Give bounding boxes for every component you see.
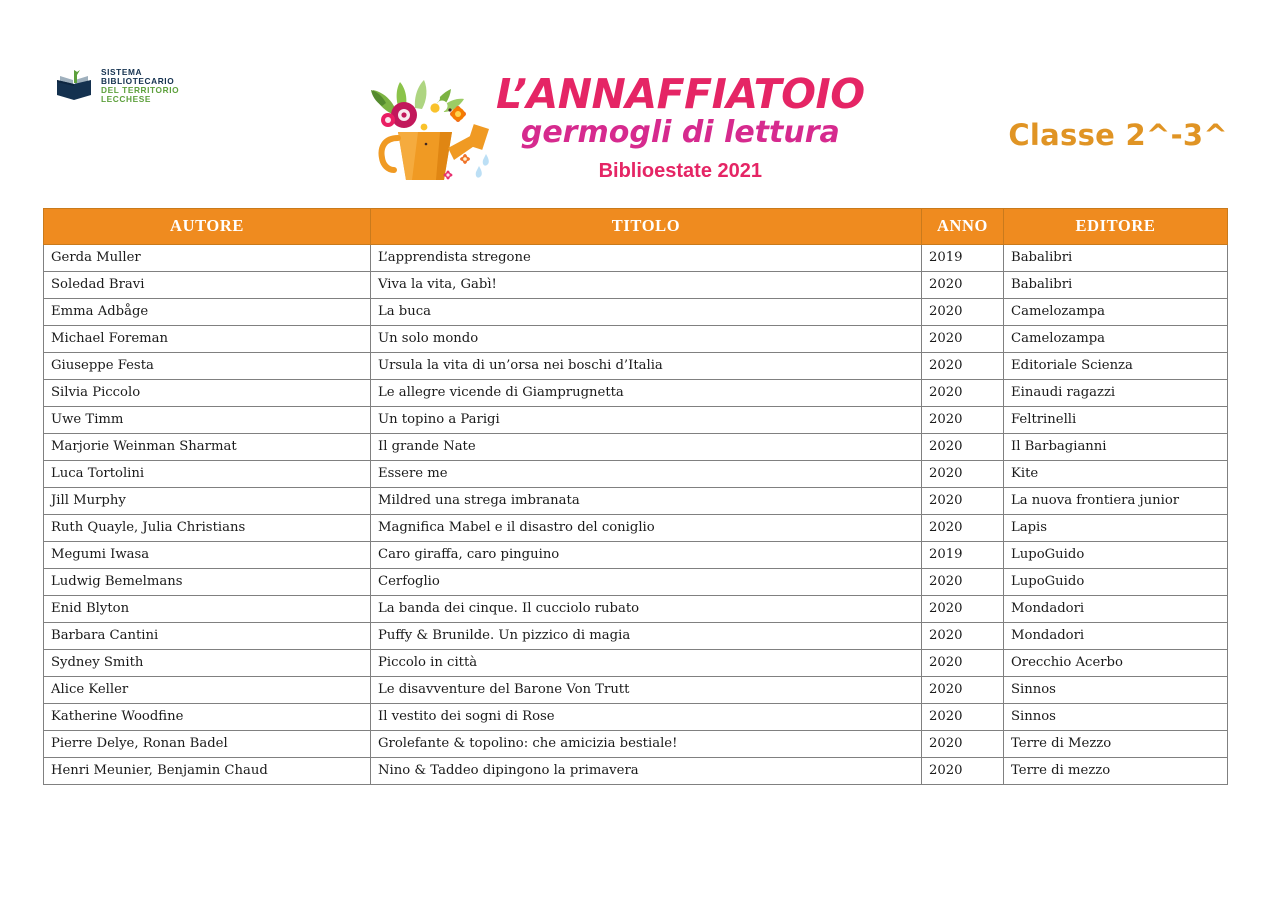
- cell-autore: Sydney Smith: [44, 650, 371, 677]
- cell-autore: Silvia Piccolo: [44, 380, 371, 407]
- cell-titolo: La banda dei cinque. Il cucciolo rubato: [371, 596, 922, 623]
- cell-editore: Il Barbagianni: [1004, 434, 1228, 461]
- cell-autore: Soledad Bravi: [44, 272, 371, 299]
- festival-title: L’ANNAFFIATOIO: [496, 70, 865, 118]
- cell-titolo: Mildred una strega imbranata: [371, 488, 922, 515]
- cell-anno: 2020: [922, 677, 1004, 704]
- cell-editore: Camelozampa: [1004, 326, 1228, 353]
- column-header-autore: AUTORE: [44, 209, 371, 245]
- cell-anno: 2020: [922, 488, 1004, 515]
- cell-autore: Emma Adbåge: [44, 299, 371, 326]
- cell-autore: Ruth Quayle, Julia Christians: [44, 515, 371, 542]
- cell-anno: 2019: [922, 245, 1004, 272]
- cell-autore: Gerda Muller: [44, 245, 371, 272]
- cell-titolo: Grolefante & topolino: che amicizia bestiale!: [371, 731, 922, 758]
- cell-titolo: L’apprendista stregone: [371, 245, 922, 272]
- table-row: [44, 299, 1228, 326]
- cell-editore: La nuova frontiera junior: [1004, 488, 1228, 515]
- cell-titolo: Piccolo in città: [371, 650, 922, 677]
- cell-autore: Megumi Iwasa: [44, 542, 371, 569]
- cell-editore: Sinnos: [1004, 677, 1228, 704]
- cell-editore: Kite: [1004, 461, 1228, 488]
- cell-titolo: Essere me: [371, 461, 922, 488]
- festival-edition-tag: Biblioestate 2021: [598, 159, 763, 182]
- table-row: [44, 623, 1228, 650]
- class-label: Classe 2^-3^: [1008, 118, 1228, 152]
- cell-titolo: Un topino a Parigi: [371, 407, 922, 434]
- cell-anno: 2020: [922, 299, 1004, 326]
- table-row: [44, 326, 1228, 353]
- page-header: [0, 0, 1280, 195]
- table-row: [44, 488, 1228, 515]
- logo-line-1: SISTEMA: [101, 67, 143, 78]
- cell-anno: 2020: [922, 515, 1004, 542]
- cell-anno: 2020: [922, 272, 1004, 299]
- book-list-table: [43, 208, 1228, 785]
- festival-subtitle: germogli di lettura: [520, 115, 840, 150]
- cell-anno: 2020: [922, 596, 1004, 623]
- cell-titolo: La buca: [371, 299, 922, 326]
- table-head: [44, 209, 1228, 245]
- title-lockup: [340, 62, 865, 184]
- table-row: [44, 380, 1228, 407]
- cell-anno: 2020: [922, 731, 1004, 758]
- open-book-with-sprout-icon: [54, 66, 94, 106]
- table-row: [44, 461, 1228, 488]
- table-header-row: [44, 209, 1228, 245]
- cell-titolo: Il grande Nate: [371, 434, 922, 461]
- watering-can-with-flowers-icon: [340, 62, 490, 184]
- cell-autore: Katherine Woodfine: [44, 704, 371, 731]
- cell-titolo: Un solo mondo: [371, 326, 922, 353]
- cell-editore: Terre di mezzo: [1004, 758, 1228, 785]
- cell-titolo: Cerfoglio: [371, 569, 922, 596]
- logo-line-4: LECCHESE: [101, 93, 151, 104]
- cell-editore: Babalibri: [1004, 272, 1228, 299]
- table-row: [44, 596, 1228, 623]
- cell-anno: 2020: [922, 407, 1004, 434]
- cell-autore: Luca Tortolini: [44, 461, 371, 488]
- column-header-titolo: TITOLO: [371, 209, 922, 245]
- cell-editore: Babalibri: [1004, 245, 1228, 272]
- table-row: [44, 272, 1228, 299]
- table-row: [44, 569, 1228, 596]
- table-row: [44, 542, 1228, 569]
- cell-autore: Barbara Cantini: [44, 623, 371, 650]
- cell-anno: 2020: [922, 380, 1004, 407]
- column-header-anno: ANNO: [922, 209, 1004, 245]
- table-row: [44, 731, 1228, 758]
- book-list-container: [43, 208, 1227, 785]
- cell-editore: Terre di Mezzo: [1004, 731, 1228, 758]
- cell-anno: 2020: [922, 326, 1004, 353]
- cell-editore: Einaudi ragazzi: [1004, 380, 1228, 407]
- table-row: [44, 704, 1228, 731]
- table-row: [44, 353, 1228, 380]
- cell-titolo: Magnifica Mabel e il disastro del coniglio: [371, 515, 922, 542]
- cell-editore: Camelozampa: [1004, 299, 1228, 326]
- cell-autore: Enid Blyton: [44, 596, 371, 623]
- cell-editore: Orecchio Acerbo: [1004, 650, 1228, 677]
- cell-titolo: Il vestito dei sogni di Rose: [371, 704, 922, 731]
- cell-editore: Mondadori: [1004, 596, 1228, 623]
- table-body: [44, 245, 1228, 785]
- cell-editore: Editoriale Scienza: [1004, 353, 1228, 380]
- table-row: [44, 758, 1228, 785]
- cell-titolo: Le allegre vicende di Giamprugnetta: [371, 380, 922, 407]
- cell-titolo: Puffy & Brunilde. Un pizzico di magia: [371, 623, 922, 650]
- cell-anno: 2019: [922, 542, 1004, 569]
- column-header-editore: EDITORE: [1004, 209, 1228, 245]
- cell-anno: 2020: [922, 623, 1004, 650]
- cell-anno: 2020: [922, 704, 1004, 731]
- table-row: [44, 407, 1228, 434]
- cell-autore: Pierre Delye, Ronan Badel: [44, 731, 371, 758]
- logo-wordmark: [101, 68, 179, 104]
- cell-editore: LupoGuido: [1004, 569, 1228, 596]
- cell-anno: 2020: [922, 353, 1004, 380]
- table-row: [44, 677, 1228, 704]
- library-system-logo: [54, 66, 179, 106]
- logo-line-3: DEL TERRITORIO: [101, 85, 180, 95]
- cell-autore: Alice Keller: [44, 677, 371, 704]
- cell-titolo: Ursula la vita di un’orsa nei boschi d’Italia: [371, 353, 922, 380]
- cell-autore: Jill Murphy: [44, 488, 371, 515]
- festival-titles: [496, 62, 865, 183]
- table-row: [44, 650, 1228, 677]
- table-row: [44, 515, 1228, 542]
- cell-anno: 2020: [922, 650, 1004, 677]
- cell-autore: Henri Meunier, Benjamin Chaud: [44, 758, 371, 785]
- cell-editore: Mondadori: [1004, 623, 1228, 650]
- cell-autore: Giuseppe Festa: [44, 353, 371, 380]
- cell-titolo: Viva la vita, Gabì!: [371, 272, 922, 299]
- cell-anno: 2020: [922, 461, 1004, 488]
- cell-anno: 2020: [922, 434, 1004, 461]
- cell-autore: Marjorie Weinman Sharmat: [44, 434, 371, 461]
- cell-titolo: Nino & Taddeo dipingono la primavera: [371, 758, 922, 785]
- cell-autore: Uwe Timm: [44, 407, 371, 434]
- cell-editore: Lapis: [1004, 515, 1228, 542]
- cell-editore: LupoGuido: [1004, 542, 1228, 569]
- cell-autore: Michael Foreman: [44, 326, 371, 353]
- table-row: [44, 245, 1228, 272]
- cell-editore: Feltrinelli: [1004, 407, 1228, 434]
- cell-anno: 2020: [922, 569, 1004, 596]
- table-row: [44, 434, 1228, 461]
- logo-line-2: BIBLIOTECARIO: [101, 76, 175, 87]
- cell-titolo: Le disavventure del Barone Von Trutt: [371, 677, 922, 704]
- cell-anno: 2020: [922, 758, 1004, 785]
- cell-editore: Sinnos: [1004, 704, 1228, 731]
- cell-titolo: Caro giraffa, caro pinguino: [371, 542, 922, 569]
- cell-autore: Ludwig Bemelmans: [44, 569, 371, 596]
